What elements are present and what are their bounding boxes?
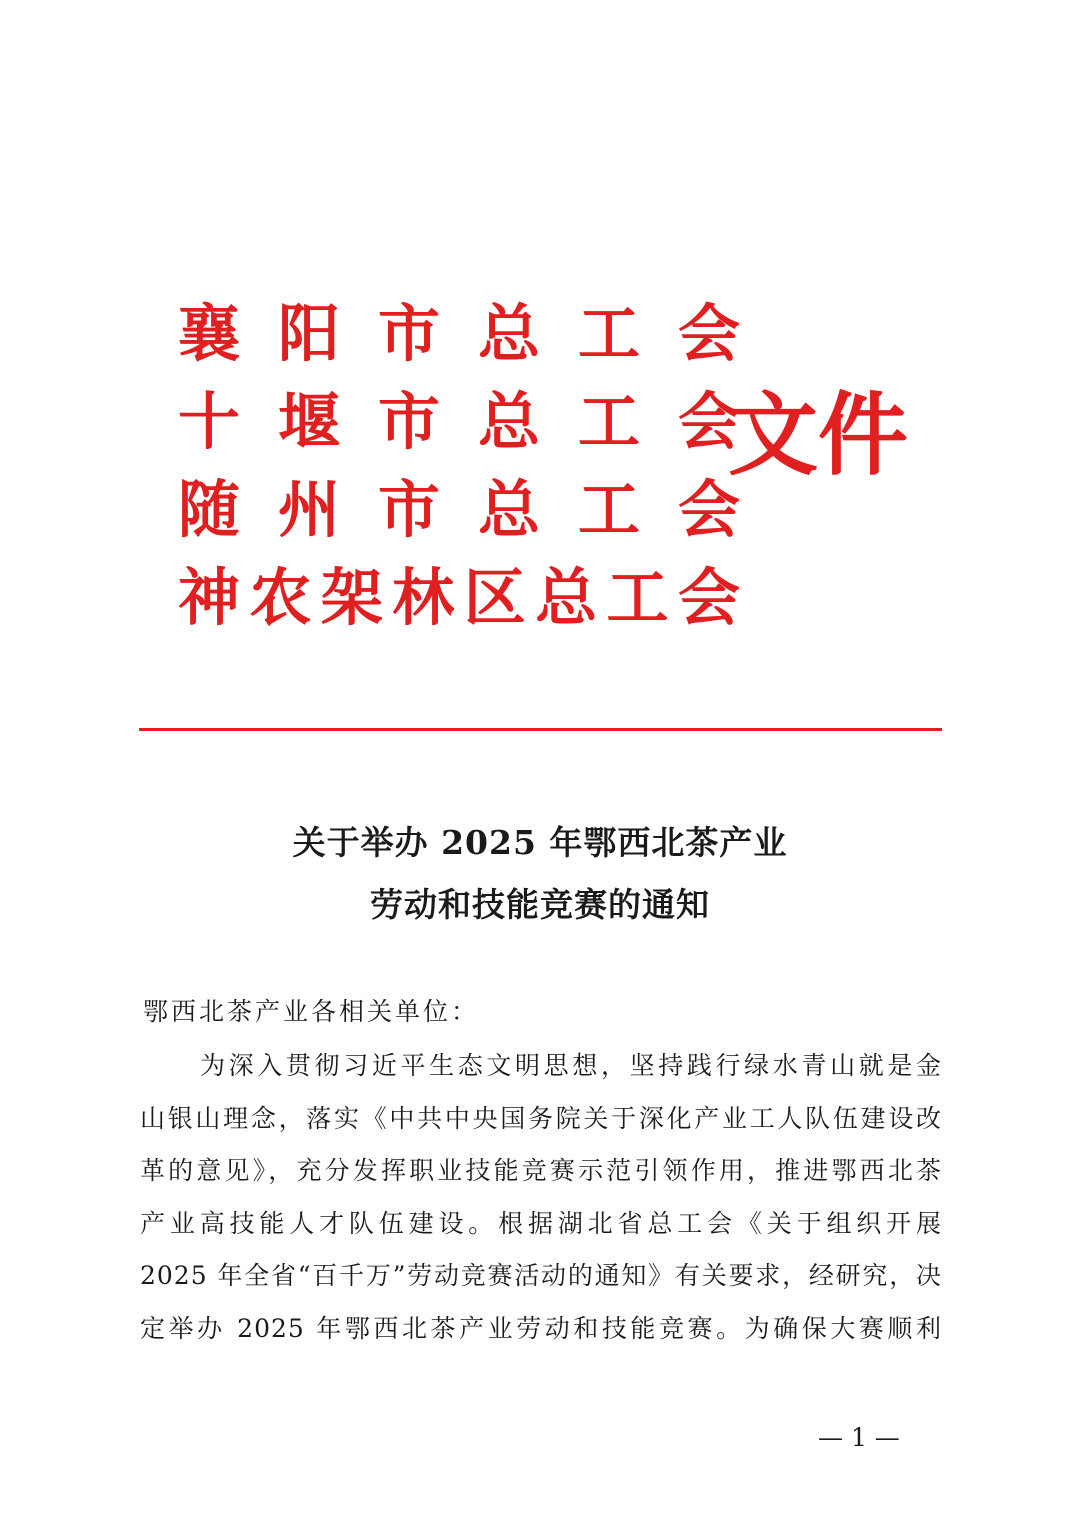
- document-label: 文件: [728, 382, 908, 488]
- issuer-char: 市: [378, 385, 441, 458]
- issuer-char: 区: [463, 561, 526, 634]
- issuer-char: 工: [578, 385, 641, 458]
- issuer-char: 总: [478, 297, 541, 370]
- issuer-char: 会: [678, 385, 741, 458]
- body-paragraph: [140, 1040, 942, 1355]
- issuer-char: 市: [378, 297, 441, 370]
- issuer-row-suizhou: [178, 466, 741, 554]
- masthead-issuers: [178, 290, 741, 642]
- body-line: 山银山理念，落实《中共中央国务院关于深化产业工人队伍建设改: [140, 1103, 942, 1133]
- issuer-char: 架: [320, 561, 383, 634]
- issuer-char: 堰: [278, 385, 341, 458]
- body-line: 2025 年全省“百千万”劳动竞赛活动的通知》有关要求，经研究，决: [140, 1261, 942, 1290]
- issuer-char: 林: [392, 561, 455, 634]
- body-line: 为深入贯彻习近平生态文明思想，坚持践行绿水青山就是金: [200, 1051, 942, 1080]
- page-number: — 1 —: [818, 1423, 900, 1452]
- body-line: 定举办 2025 年鄂西北茶产业劳动和技能竞赛。为确保大赛顺利: [140, 1313, 942, 1343]
- issuer-char: 神: [178, 561, 241, 634]
- issuer-char: 州: [278, 473, 341, 546]
- body-line: 产业高技能人才队伍建设。根据湖北省总工会《关于组织开展: [140, 1208, 942, 1238]
- issuer-char: 随: [178, 473, 241, 546]
- issuer-char: 十: [178, 385, 241, 458]
- issuer-char: 总: [478, 385, 541, 458]
- issuer-char: 襄: [178, 297, 241, 370]
- issuer-char: 总: [478, 473, 541, 546]
- issuer-char: 会: [678, 473, 741, 546]
- issuer-row-shennongjia: [178, 554, 738, 642]
- title-line-1: 关于举办 2025 年鄂西北茶产业: [292, 823, 788, 862]
- issuer-char: 总: [535, 561, 598, 634]
- issuer-char: 工: [578, 297, 641, 370]
- body-line: 革的意见》，充分发挥职业技能竞赛示范引领作用，推进鄂西北茶: [140, 1156, 942, 1185]
- red-divider-line: [139, 728, 942, 731]
- title-line-2: 劳动和技能竞赛的通知: [370, 885, 710, 924]
- document-title: [0, 812, 1080, 936]
- salutation: 鄂西北茶产业各相关单位：: [143, 997, 480, 1026]
- issuer-char: 市: [378, 473, 441, 546]
- issuer-row-xiangyang: [178, 290, 741, 378]
- issuer-char: 工: [578, 473, 641, 546]
- issuer-char: 会: [677, 561, 740, 634]
- issuer-char: 会: [678, 297, 741, 370]
- issuer-char: 工: [606, 561, 669, 634]
- issuer-char: 阳: [278, 297, 341, 370]
- issuer-char: 农: [249, 561, 312, 634]
- issuer-row-shiyan: [178, 378, 741, 466]
